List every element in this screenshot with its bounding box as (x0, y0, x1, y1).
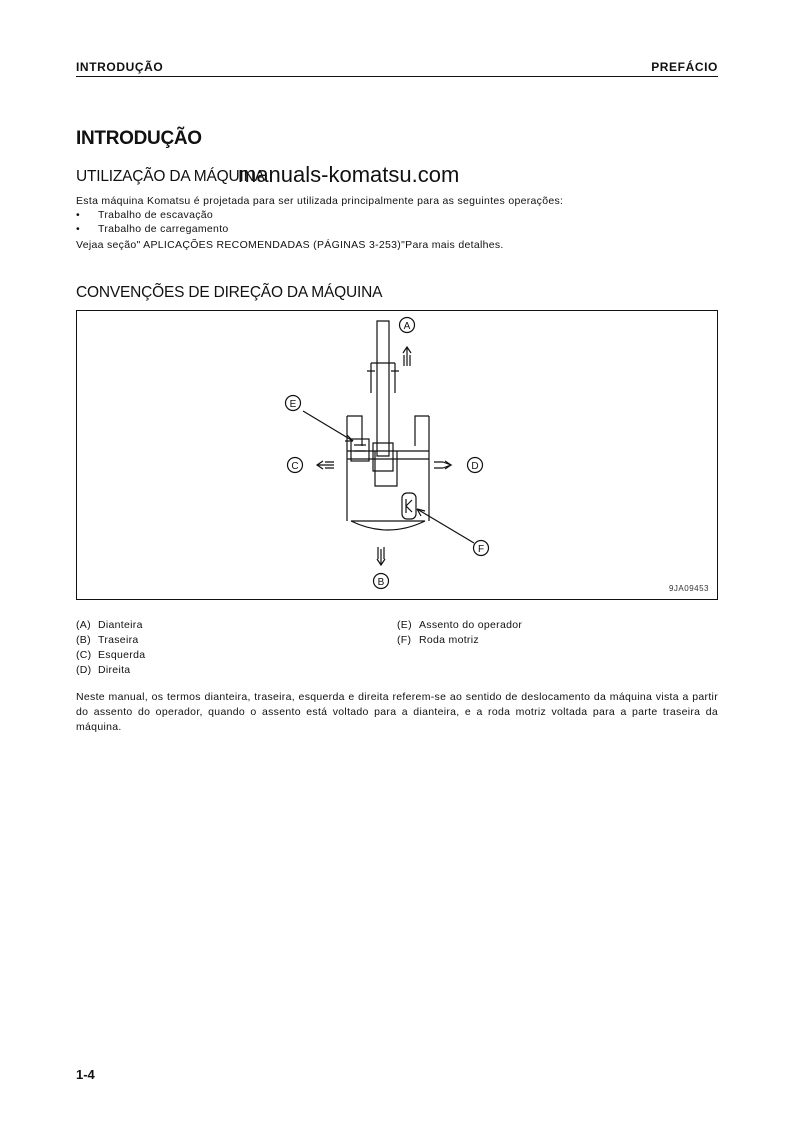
legend-key: (C) (76, 649, 92, 661)
figure-code: 9JA09453 (668, 584, 709, 593)
direction-explanation-paragraph: Neste manual, os termos dianteira, traseira, esquerda e direita referem-se ao sentido de deslocamento da máquina vista a partir do assento do operador, quando o assento está voltado para a dianteira, e a roda motriz voltada para a parte traseira da máquina. (76, 691, 718, 733)
counterweight (351, 521, 425, 530)
legend-item (76, 663, 145, 678)
section-heading-direction-conventions: CONVENÇÕES DE DIREÇÃO DA MÁQUINA (76, 284, 383, 301)
arrow-right-icon (434, 461, 451, 469)
callout-label-c: C (291, 461, 299, 472)
legend-item (76, 633, 145, 648)
leader-f (417, 509, 474, 543)
legend-key: (D) (76, 664, 92, 676)
legend-item (76, 648, 145, 663)
legend-text: Roda motriz (419, 634, 479, 646)
section-heading-machine-use: UTILIZAÇÃO DA MÁQUINA (76, 168, 265, 185)
legend-right (397, 618, 522, 648)
legend-key: (F) (397, 634, 412, 646)
callout-label-a: A (403, 321, 411, 332)
bullet-icon: • (76, 209, 80, 221)
callout-label-b: B (377, 577, 385, 588)
callout-label-f: F (477, 544, 485, 555)
legend-text: Esquerda (98, 649, 146, 661)
arrow-front-icon (403, 347, 411, 366)
watermark: manuals-komatsu.com (238, 162, 460, 187)
arrow-left-icon (317, 461, 334, 469)
boom-arm (377, 321, 389, 456)
legend-item (397, 633, 522, 648)
legend-text: Dianteira (98, 619, 143, 631)
header-chapter-title: PREFÁCIO (651, 60, 718, 74)
machine-top-view-diagram (77, 311, 719, 601)
callout-label-e: E (289, 399, 297, 410)
legend-text: Traseira (98, 634, 139, 646)
machine-body (347, 416, 429, 521)
operator-seat (351, 439, 369, 461)
legend-key: (A) (76, 619, 91, 631)
reference-note: Vejaa seção" APLICAÇÕES RECOMENDADAS (PÁGINAS 3-253)"Para mais detalhes. (76, 239, 504, 251)
drive-wheel (402, 493, 416, 519)
legend-text: Direita (98, 664, 131, 676)
bullet-icon: • (76, 223, 80, 235)
list-item (76, 208, 213, 223)
page-number: 1-4 (76, 1067, 95, 1082)
header-divider (76, 76, 718, 77)
legend-left (76, 618, 145, 678)
list-item-text: Trabalho de carregamento (98, 223, 229, 235)
list-item (76, 222, 229, 237)
callout-label-d: D (471, 461, 479, 472)
list-item-text: Trabalho de escavação (98, 209, 214, 221)
legend-key: (E) (397, 619, 412, 631)
bucket (371, 363, 395, 393)
arrow-rear-icon (377, 547, 385, 565)
page-title: INTRODUÇÃO (76, 128, 202, 149)
intro-paragraph: Esta máquina Komatsu é projetada para ser utilizada principalmente para as seguintes operações: (76, 195, 564, 207)
legend-item (76, 618, 145, 633)
legend-key: (B) (76, 634, 91, 646)
legend-text: Assento do operador (419, 619, 523, 631)
legend-item (397, 618, 522, 633)
leader-e (303, 411, 353, 441)
header-section-title: INTRODUÇÃO (76, 60, 164, 74)
machine-direction-figure (76, 310, 718, 600)
